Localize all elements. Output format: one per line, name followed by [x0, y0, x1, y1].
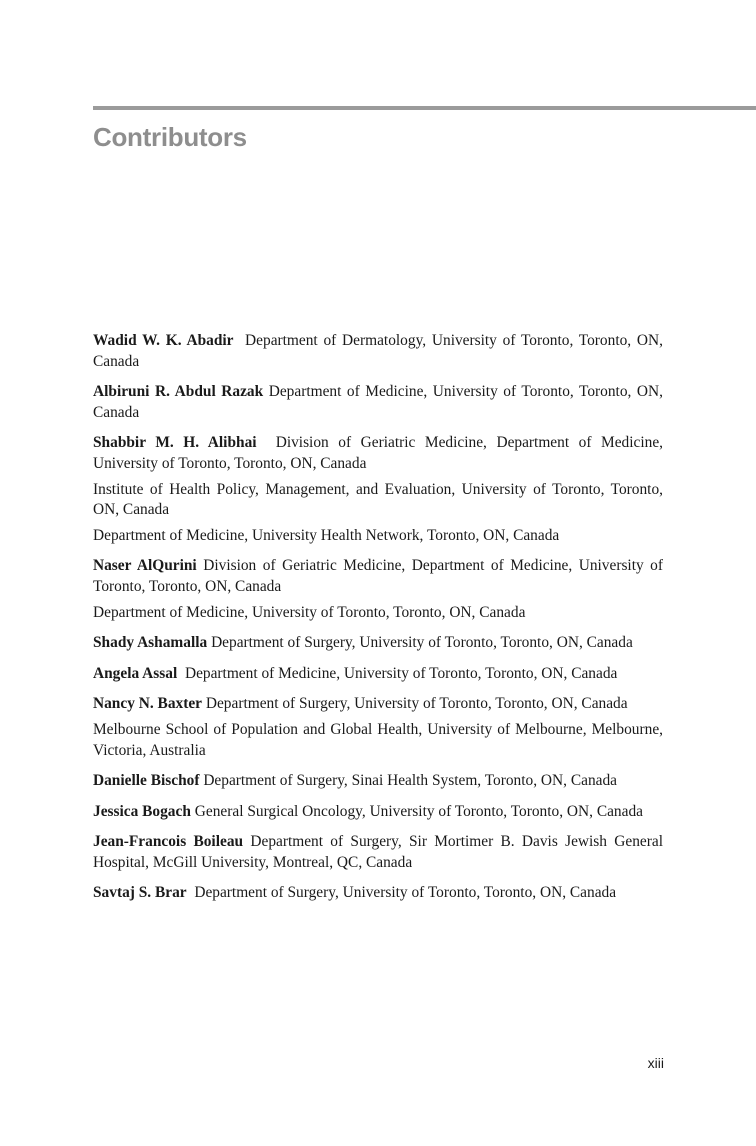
contributor-affiliation: [93, 603, 663, 624]
contributor-name: Angela Assal: [93, 664, 178, 682]
page-title: Contributors: [93, 122, 247, 152]
contributor-affiliation: [93, 433, 663, 474]
page-number: xiii: [647, 1055, 664, 1071]
contributor-name: Albiruni R. Abdul Razak: [93, 383, 264, 401]
contributor-name: Wadid W. K. Abadir: [93, 332, 234, 349]
contributor-entry: [93, 832, 663, 873]
affiliation-text: Division of Geriatric Medicine, Department of Medicine, University of Toronto, Toronto, ON, Canada: [93, 434, 664, 472]
contributor-affiliation: [93, 664, 663, 685]
affiliation-text: Division of Geriatric Medicine, Department of Medicine, University of Toronto, Toronto, ON, Canada: [93, 557, 664, 595]
contributor-entry: [93, 771, 663, 792]
contributor-affiliation: [93, 331, 663, 372]
contributor-affiliation: [93, 633, 663, 654]
affiliation-text: Institute of Health Policy, Management, and Evaluation, University of Toronto, Toronto, ON, Canada: [93, 480, 663, 519]
contributor-affiliation: [93, 382, 663, 423]
affiliation-text: Department of Medicine, University Health Network, Toronto, ON, Canada: [93, 526, 560, 544]
affiliation-text: Department of Surgery, University of Toronto, Toronto, ON, Canada: [194, 884, 617, 902]
contributor-name: Jessica Bogach: [93, 802, 191, 820]
affiliation-text: Department of Surgery, Sir Mortimer B. Davis Jewish General Hospital, McGill University, Montreal, QC, Canada: [93, 833, 663, 871]
affiliation-text: Department of Medicine, University of Toronto, Toronto, ON, Canada: [184, 664, 618, 682]
contributor-name: Naser AlQurini: [93, 557, 197, 575]
contributor-entry: [93, 802, 663, 823]
contributor-list: [93, 331, 663, 914]
affiliation-text: Melbourne School of Population and Global Health, University of Melbourne, Melbourne, Victoria, Australia: [93, 720, 663, 759]
affiliation-text: Department of Surgery, University of Toronto, Toronto, ON, Canada: [211, 634, 633, 652]
contributor-affiliation: [93, 480, 663, 521]
contributor-affiliation: [93, 832, 663, 873]
contributor-affiliation: [93, 771, 663, 792]
affiliation-text: Department of Medicine, University of Toronto, Toronto, ON, Canada: [93, 383, 663, 421]
contributor-entry: [93, 556, 663, 623]
contributor-name: Savtaj S. Brar: [93, 884, 187, 902]
affiliation-text: Department of Medicine, University of Toronto, Toronto, ON, Canada: [93, 603, 526, 621]
contributor-name: Jean-Francois Boileau: [93, 833, 244, 851]
header-rule: [93, 106, 756, 110]
contributor-entry: [93, 883, 663, 904]
contributor-entry: [93, 382, 663, 423]
contributor-entry: [93, 433, 663, 546]
contributor-entry: [93, 331, 663, 372]
contributor-entry: [93, 664, 663, 685]
contributor-entry: [93, 633, 663, 654]
contributor-affiliation: [93, 883, 663, 904]
contributor-entry: [93, 694, 663, 761]
affiliation-text: Department of Dermatology, University of Toronto, Toronto, ON, Canada: [93, 332, 663, 370]
contributor-affiliation: [93, 526, 663, 547]
contributor-name: Danielle Bischof: [93, 772, 200, 790]
contributor-affiliation: [93, 694, 663, 715]
contributor-name: Nancy N. Baxter: [93, 695, 202, 713]
contributor-name: Shabbir M. H. Alibhai: [93, 434, 257, 452]
contributor-name: Shady Ashamalla: [93, 634, 208, 652]
contributor-affiliation: [93, 802, 663, 823]
affiliation-text: Department of Surgery, University of Toronto, Toronto, ON, Canada: [205, 695, 628, 713]
contributor-affiliation: [93, 556, 663, 597]
contributor-affiliation: [93, 720, 663, 761]
affiliation-text: General Surgical Oncology, University of Toronto, Toronto, ON, Canada: [194, 802, 643, 820]
affiliation-text: Department of Surgery, Sinai Health System, Toronto, ON, Canada: [203, 772, 617, 790]
